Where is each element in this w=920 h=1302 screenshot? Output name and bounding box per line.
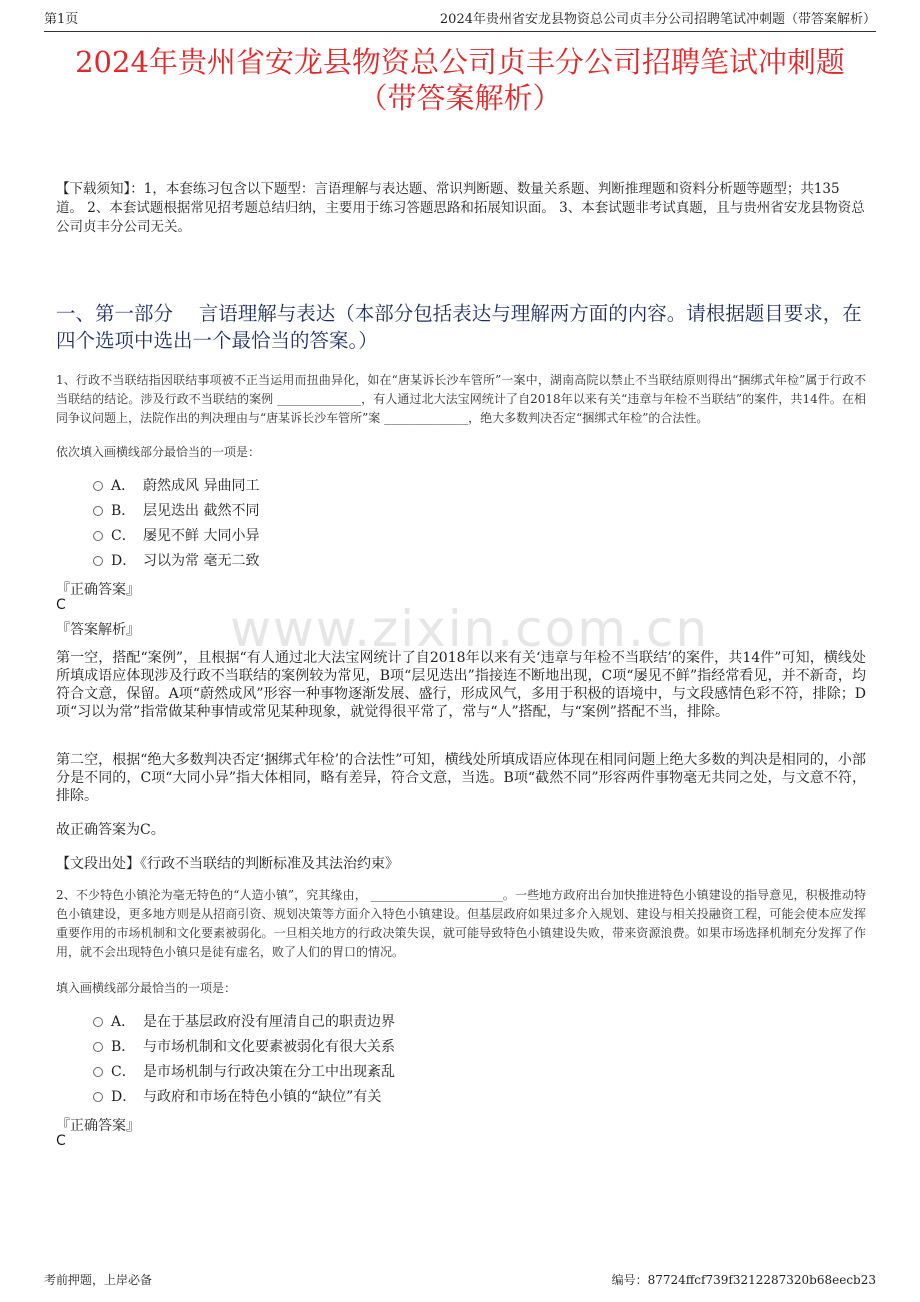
question-2-option-d[interactable]: D． 与政府和市场在特色小镇的“缺位”有关 (93, 1088, 381, 1106)
radio-icon[interactable] (93, 556, 103, 566)
question-2-option-c[interactable]: C． 是市场机制与行政决策在分工中出现紊乱 (93, 1063, 395, 1081)
radio-icon[interactable] (93, 531, 103, 541)
radio-icon[interactable] (93, 506, 103, 516)
radio-icon[interactable] (93, 1042, 103, 1052)
question-1-text: 1、行政不当联结指因联结事项被不正当运用而扭曲异化，如在“唐某诉长沙车管所”一案中，湖南高院以禁止不当联结原则得出“捆绑式年检”属于行政不当联结的结论。涉及行政不当联结的案例 ______________，有人通过北大法宝网统计了自2018年以来有关“违章与年检不当联结”的案件，共14件。在相同争议问题上，法院作出的判决理由与“唐某诉长沙车管所”案 ______________，绝大多数判决否定“捆绑式年检”的合法性。 (56, 373, 866, 425)
question-1-option-d[interactable]: D． 习以为常 毫无二致 (93, 552, 259, 570)
question-1-instruction: 依次填入画横线部分最恰当的一项是： (56, 445, 261, 459)
radio-icon[interactable] (93, 1067, 103, 1077)
question-1-option-c[interactable]: C． 屡见不鲜 大同小异 (93, 527, 259, 545)
answer-value: C (56, 1133, 66, 1149)
analysis-conclusion: 故正确答案为C。 (56, 822, 165, 838)
document-code: 编号：87724ffcf739f3212287320b68eecb23 (611, 1273, 876, 1287)
document-subtitle: （带答案解析） (358, 81, 562, 115)
radio-icon[interactable] (93, 481, 103, 491)
passage-source: 【文段出处】《行政不当联结的判断标准及其法治约束》 (56, 856, 399, 872)
footer-slogan: 考前押题，上岸必备 (44, 1273, 153, 1287)
analysis-label: 『答案解析』 (56, 622, 140, 638)
question-2-text: 2、不少特色小镇沦为毫无特色的“人造小镇”，究其缘由， ______________________。一些地方政府出台加快推进特色小镇建设的指导意见，积极推动特色小镇建设，更多地方则是从招商引资、规划决策等方面介入特色小镇建设。但基层政府如果过多介入规划、建设与相关投融资工程，可能会使本应发挥重要作用的市场机制和文化要素被弱化。一旦相关地方的行政决策失误，就可能导致特色小镇建设失败，带来资源浪费。如果市场选择机制充分发挥了作用，就不会出现特色小镇只是徒有虚名，败了人们的胃口的情况。 (56, 888, 866, 959)
download-notice: 【下载须知】：1，本套练习包含以下题型：言语理解与表达题、常识判断题、数量关系题、判断推理题和资料分析题等题型；共135道。 2、本套试题根据常见招考题总结归纳，主要用于练习答题思路和拓展知识面。 3、本套试题非考试真题，且与贵州省安龙县物资总公司贞丰分公司无关。 (56, 181, 865, 235)
question-1-option-b[interactable]: B． 层见迭出 截然不同 (93, 502, 259, 520)
page-number: 第1页 (44, 12, 79, 27)
answer-label: 『正确答案』 (56, 582, 140, 598)
analysis-paragraph-2: 第二空，根据“绝大多数判决否定‘捆绑式年检’的合法性”可知，横线处所填成语应体现在相同问题上绝大多数的判决是相同的，小部分是不同的，C项“大同小异”指大体相同，略有差异，符合文意，当选。B项“截然不同”形容两件事物毫无共同之处，与文意不符，排除。 (56, 752, 866, 804)
running-header-title: 2024年贵州省安龙县物资总公司贞丰分公司招聘笔试冲刺题（带答案解析） (439, 12, 876, 27)
question-2-option-a[interactable]: A． 是在于基层政府没有厘清自己的职责边界 (93, 1013, 395, 1031)
answer-value: C (56, 597, 66, 613)
answer-label: 『正确答案』 (56, 1118, 140, 1134)
radio-icon[interactable] (93, 1092, 103, 1102)
radio-icon[interactable] (93, 1017, 103, 1027)
header-divider (44, 31, 876, 32)
document-title: 2024年贵州省安龙县物资总公司贞丰分公司招聘笔试冲刺题 (75, 45, 845, 79)
watermark: www.zixin.com.cn (230, 600, 710, 658)
question-2-option-b[interactable]: B． 与市场机制和文化要素被弱化有很大关系 (93, 1038, 395, 1056)
question-2-instruction: 填入画横线部分最恰当的一项是： (56, 981, 237, 995)
question-1-option-a[interactable]: A． 蔚然成风 异曲同工 (93, 477, 259, 495)
analysis-paragraph-1: 第一空，搭配“案例”，且根据“有人通过北大法宝网统计了自2018年以来有关‘违章与年检不当联结’的案件，共14件”可知，横线处所填成语应体现涉及行政不当联结的案例较为常见，B项“层见迭出”指接连不断地出现，C项“屡见不鲜”指经常看见，并不新奇，均符合文意，保留。A项“蔚然成风”形容一种事物逐渐发展、盛行，形成风气，多用于积极的语境中，与文段感情色彩不符，排除；D项“习以为常”指常做某种事情或常见某种现象，就觉得很平常了，常与“人”搭配，与“案例”搭配不当，排除。 (56, 650, 866, 720)
section-heading: 一、第一部分 言语理解与表达（本部分包括表达与理解两方面的内容。请根据题目要求，在四个选项中选出一个最恰当的答案。） (56, 302, 862, 352)
